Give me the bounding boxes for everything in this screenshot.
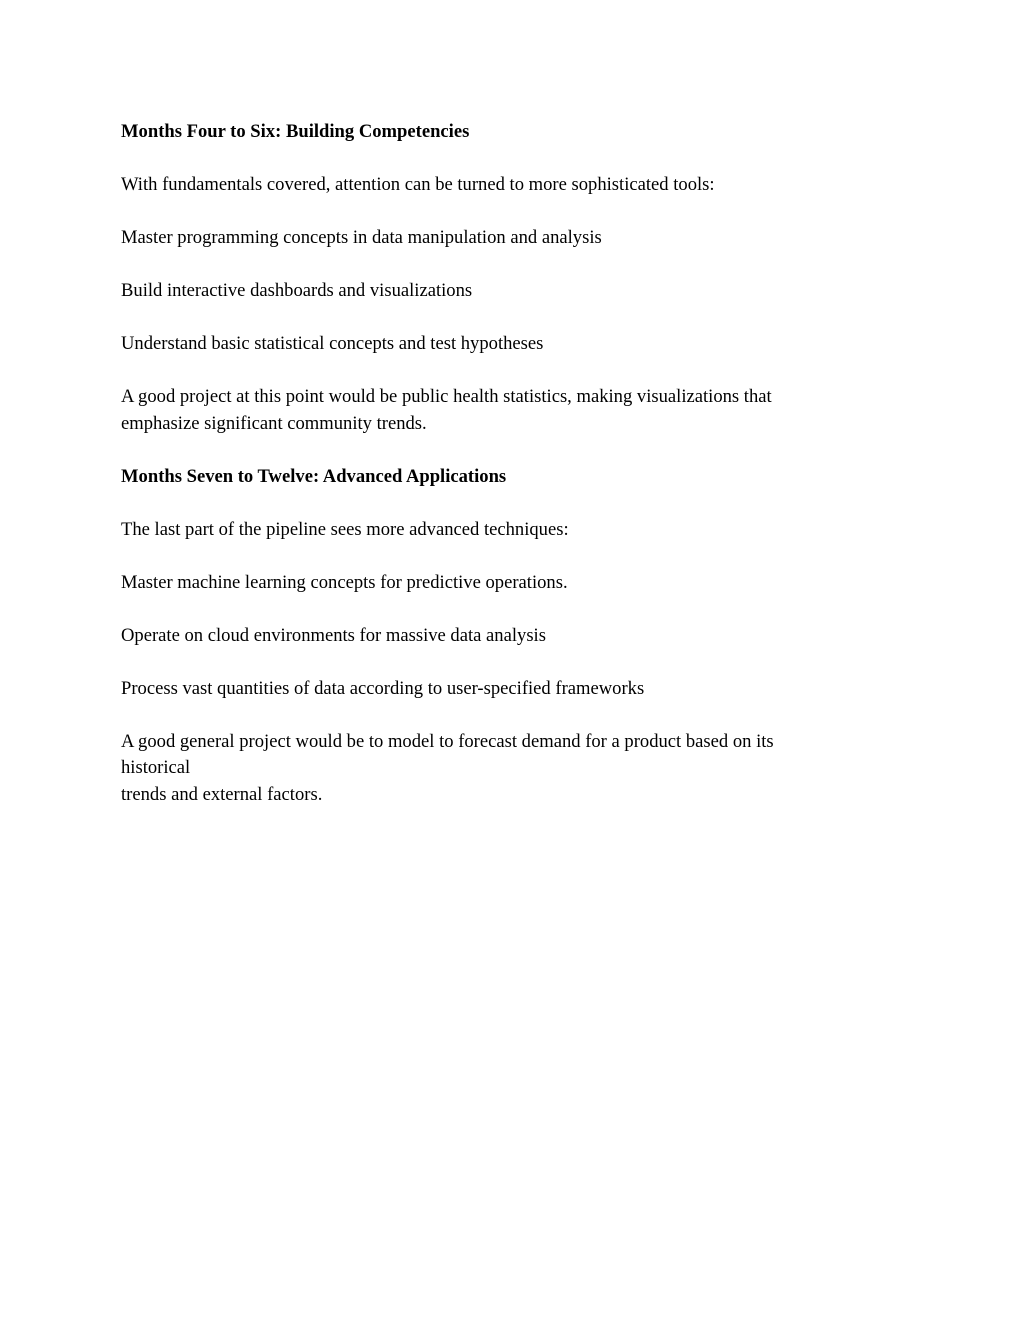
document-body <box>121 119 901 835</box>
project-paragraph <box>121 729 901 809</box>
section-heading-months-seven-to-twelve: Months Seven to Twelve: Advanced Applications <box>121 465 507 487</box>
list-item: Master programming concepts in data manipulation and analysis <box>121 227 602 248</box>
paragraph-line: A good project at this point would be public health statistics, making visualizations that <box>121 386 772 407</box>
list-item: Process vast quantities of data according to user-specified frameworks <box>121 677 645 699</box>
section-heading-months-four-to-six: Months Four to Six: Building Competencies <box>121 121 470 142</box>
section-intro: With fundamentals covered, attention can be turned to more sophisticated tools: <box>121 174 715 195</box>
list-item: Understand basic statistical concepts and test hypotheses <box>121 333 544 354</box>
section-intro: The last part of the pipeline sees more advanced techniques: <box>121 518 569 540</box>
paragraph-line: emphasize significant community trends. <box>121 412 427 434</box>
list-item: Operate on cloud environments for massive data analysis <box>121 624 546 646</box>
list-item: Build interactive dashboards and visualizations <box>121 280 473 301</box>
paragraph-line: trends and external factors. <box>121 783 323 805</box>
paragraph-line: A good general project would be to model to forecast demand for a product based on its <box>121 730 774 752</box>
list-item: Master machine learning concepts for predictive operations. <box>121 571 568 593</box>
paragraph-line: historical <box>121 757 191 778</box>
project-paragraph <box>121 384 901 437</box>
